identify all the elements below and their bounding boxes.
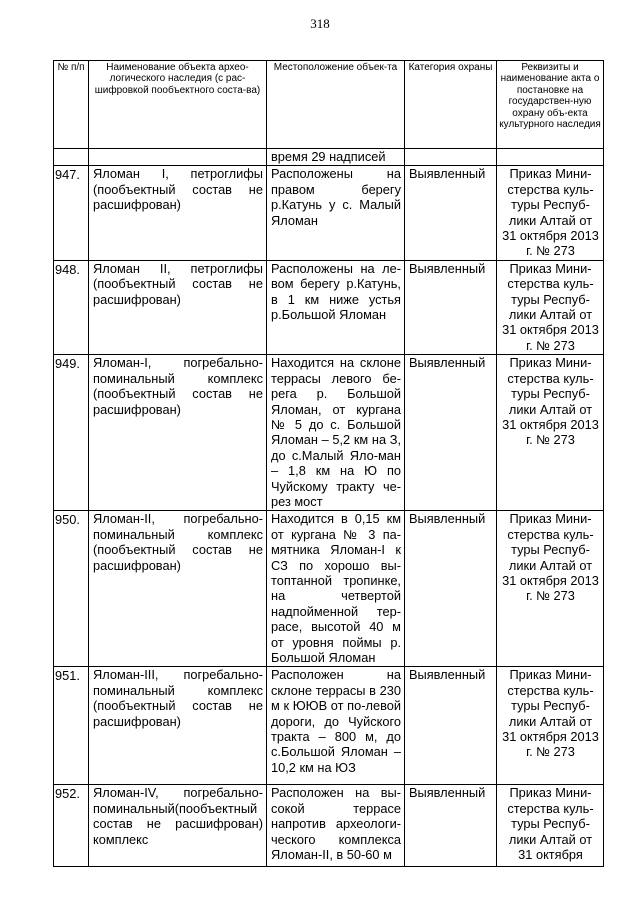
row-num: 948. <box>55 261 80 277</box>
row-num: 951. <box>55 668 80 684</box>
row-act: Приказ Мини-стерства куль-туры Респуб-лики Алтай от 31 октября 2013 г. № 273 <box>502 355 599 448</box>
row-location: Расположены на ле-вом берегу р.Катунь, в 1 км ниже устья р.Большой Яломан <box>271 260 401 323</box>
row-location: Расположены на правом берегу р.Катунь у с. Малый Яломан <box>271 166 401 228</box>
table-row <box>54 511 604 667</box>
row-num: 949. <box>55 356 80 372</box>
heritage-table <box>53 60 604 867</box>
row-name: Яломан-II, погребально-поминальный комплекс (пообъектный состав не расшифрован) <box>93 511 263 573</box>
row-act: Приказ Мини-стерства куль-туры Респуб-лики Алтай от 31 октября 2013 г. № 273 <box>502 667 599 760</box>
header-num: № п/п <box>54 61 89 149</box>
header-row <box>54 61 604 149</box>
header-name: Наименование объекта архео-логического наследия (с рас-шифровкой пообъектного соста-ва) <box>89 61 267 149</box>
row-name: Яломан-IV, погребально-поминальный(пообъектный состав не расшифрован) комплекс <box>93 785 263 847</box>
continuation-text: время 29 надписей <box>271 149 386 164</box>
row-act: Приказ Мини-стерства куль-туры Респуб-лики Алтай от 31 октября 2013 г. № 273 <box>502 166 599 259</box>
row-category: Выявленный <box>409 260 486 276</box>
table-row <box>54 355 604 511</box>
row-name: Яломан-III, погребально-поминальный комплекс (пообъектный состав не расшифрован) <box>93 667 263 729</box>
row-category: Выявленный <box>409 166 486 182</box>
row-name: Яломан II, петроглифы (пообъектный состав не расшифрован) <box>93 260 263 307</box>
table-row <box>54 166 604 260</box>
row-act: Приказ Мини-стерства куль-туры Респуб-лики Алтай от 31 октября 2013 г. № 273 <box>502 260 599 353</box>
row-act: Приказ Мини-стерства куль-туры Респуб-лики Алтай от 31 октября <box>507 785 594 863</box>
row-category: Выявленный <box>409 785 486 801</box>
row-num: 950. <box>55 512 80 528</box>
table-row <box>54 785 604 867</box>
page-number: 318 <box>310 16 330 31</box>
header-act: Реквизиты и наименование акта о постановке на государствен-ную охрану объ-екта культурного наследия <box>497 61 604 149</box>
table-row <box>54 667 604 785</box>
continuation-row <box>54 149 604 166</box>
row-location: Находится на склоне террасы левого бе-рега р. Большой Яломан, от кургана № 5 до с. Большой Яломан – 5,2 км на З, до с.Малый Яло-ман – 1,8 км на Ю по Чуйскому тракту че-рез мост <box>271 355 401 509</box>
row-num: 952. <box>55 786 80 802</box>
row-num: 947. <box>55 167 80 183</box>
row-act: Приказ Мини-стерства куль-туры Респуб-лики Алтай от 31 октября 2013 г. № 273 <box>502 511 599 604</box>
row-name: Яломан I, петроглифы (пообъектный состав не расшифрован) <box>93 166 263 213</box>
table-row <box>54 260 604 354</box>
row-name: Яломан-I, погребально-поминальный комплекс (пообъектный состав не расшифрован) <box>93 355 263 417</box>
row-category: Выявленный <box>409 667 486 683</box>
header-category: Категория охраны <box>405 61 497 149</box>
row-location: Расположен на вы-сокой террасе напротив археологи-ческого комплекса Яломан-II, в 50-60 м <box>271 785 401 863</box>
row-location: Находится в 0,15 км от кургана № 3 па-мятника Яломан-I к СЗ по хорошо вы-топтанной тропинке, на четвертой надпойменной тер-расе, высотой 40 м от уровня поймы р. Большой Яломан <box>271 511 401 665</box>
row-location: Расположен на склоне террасы в 230 м к ЮЮВ от по-левой дороги, до Чуйского тракта – 800 м, до с.Большой Яломан – 10,2 км на ЮЗ <box>271 667 401 775</box>
row-category: Выявленный <box>409 355 486 371</box>
row-category: Выявленный <box>409 511 486 527</box>
header-location: Местоположение объек-та <box>267 61 405 149</box>
